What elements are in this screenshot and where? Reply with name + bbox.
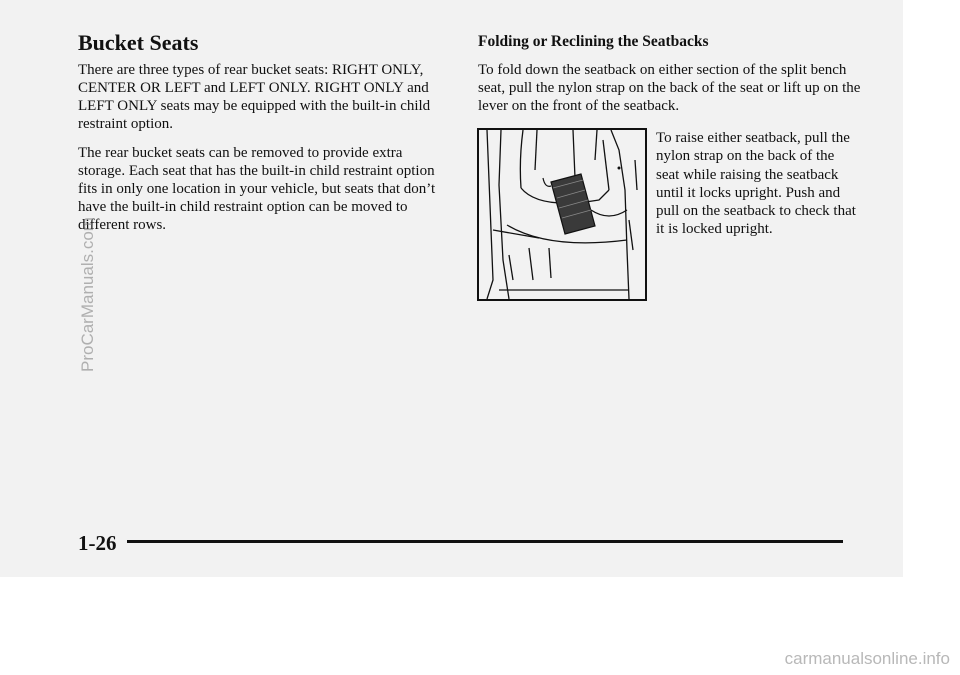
bottom-watermark: carmanualsonline.info: [784, 649, 950, 668]
left-column: [78, 61, 450, 245]
seat-drawing: [479, 130, 645, 299]
side-watermark: [60, 40, 100, 380]
side-watermark-text: ProCarManuals.com: [78, 217, 97, 372]
footer-rule: [127, 540, 843, 543]
page-number: 1-26: [78, 531, 117, 555]
section-heading: Bucket Seats: [78, 30, 199, 55]
right-column: [478, 33, 868, 126]
paragraph-seat-types: There are three types of rear bucket seats: RIGHT ONLY, CENTER OR LEFT and LEFT ONLY. RIGHT ONLY and LEFT ONLY seats may be equipped with the built-in child restraint option.: [78, 62, 431, 132]
paragraph-folding: To fold down the seatback on either section of the split bench seat, pull the nylon strap on the back of the seat or lift up on the lever on the front of the seatback.: [478, 62, 861, 114]
seatback-strap-illustration: [477, 128, 647, 301]
subsection-heading: Folding or Reclining the Seatbacks: [478, 33, 709, 50]
paragraph-removal: The rear bucket seats can be removed to provide extra storage. Each seat that has the built-in child restraint option fits in only one location in your vehicle, but seats that don’t have the built-in child restraint option can be moved to different rows.: [78, 145, 436, 233]
illustration-caption: To raise either seatback, pull the nylon strap on the back of the seat while raising the seatback until it locks upright. Push and pull on the seatback to check that it is locked upright.: [656, 130, 856, 238]
